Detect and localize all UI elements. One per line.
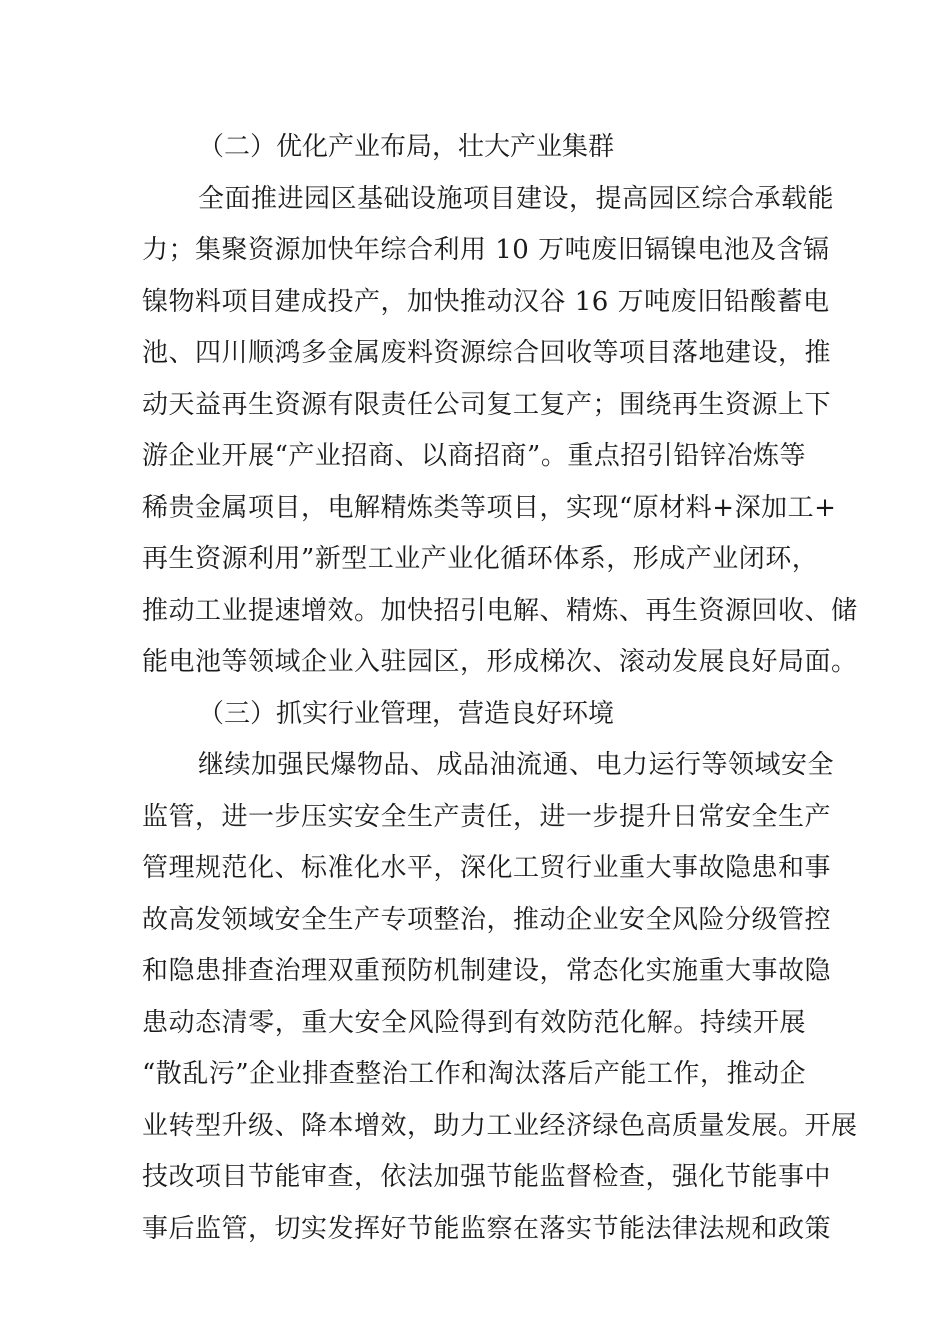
paragraph-line: 全面推进园区基础设施项目建设，提高园区综合承载能 bbox=[198, 183, 835, 214]
paragraph-line: 管理规范化、标准化水平，深化工贸行业重大事故隐患和事 bbox=[142, 853, 832, 883]
paragraph-line: 游企业开展“产业招商、以商招商”。重点招引铅锌冶炼等 bbox=[142, 441, 806, 471]
paragraph-line: 技改项目节能审查，依法加强节能监督检查，强化节能事中 bbox=[142, 1162, 832, 1192]
paragraph-line: 监管，进一步压实安全生产责任，进一步提升日常安全生产 bbox=[142, 801, 832, 832]
paragraph-line: 镍物料项目建成投产，加快推动汉谷 16 万吨废旧铅酸蓄电 bbox=[142, 286, 830, 317]
paragraph-line: “散乱污”企业排查整治工作和淘汰落后产能工作，推动企 bbox=[142, 1059, 806, 1089]
paragraph-line: 推动工业提速增效。加快招引电解、精炼、再生资源回收、储 bbox=[142, 595, 858, 626]
paragraph-line: 池、四川顺鸿多金属废料资源综合回收等项目落地建设，推 bbox=[142, 338, 832, 368]
paragraph-line: 能电池等领域企业入驻园区，形成梯次、滚动发展良好局面。 bbox=[142, 647, 858, 677]
document-body bbox=[142, 122, 858, 1255]
paragraph-line: 稀贵金属项目，电解精炼类等项目，实现“原材料+深加工+ bbox=[142, 492, 837, 523]
section-heading-2: （二）优化产业布局，壮大产业集群 bbox=[198, 132, 615, 162]
paragraph-line: 再生资源利用”新型工业产业化循环体系，形成产业闭环， bbox=[142, 544, 819, 574]
paragraph-line: 继续加强民爆物品、成品油流通、电力运行等领域安全 bbox=[198, 750, 835, 780]
section-heading-3: （三）抓实行业管理，营造良好环境 bbox=[198, 698, 615, 729]
paragraph-line: 故高发领域安全生产专项整治，推动企业安全风险分级管控 bbox=[142, 904, 832, 935]
paragraph-line: 患动态清零，重大安全风险得到有效防范化解。持续开展 bbox=[142, 1007, 806, 1038]
section-2-paragraph bbox=[142, 174, 858, 689]
paragraph-line: 和隐患排查治理双重预防机制建设，常态化实施重大事故隐 bbox=[142, 956, 832, 986]
section-3-paragraph bbox=[142, 740, 858, 1255]
paragraph-line: 动天益再生资源有限责任公司复工复产；围绕再生资源上下 bbox=[142, 389, 832, 420]
paragraph-line: 事后监管，切实发挥好节能监察在落实节能法律法规和政策 bbox=[142, 1213, 832, 1244]
paragraph-line: 力；集聚资源加快年综合利用 10 万吨废旧镉镍电池及含镉 bbox=[142, 235, 830, 265]
paragraph-line: 业转型升级、降本增效，助力工业经济绿色高质量发展。开展 bbox=[142, 1110, 858, 1141]
